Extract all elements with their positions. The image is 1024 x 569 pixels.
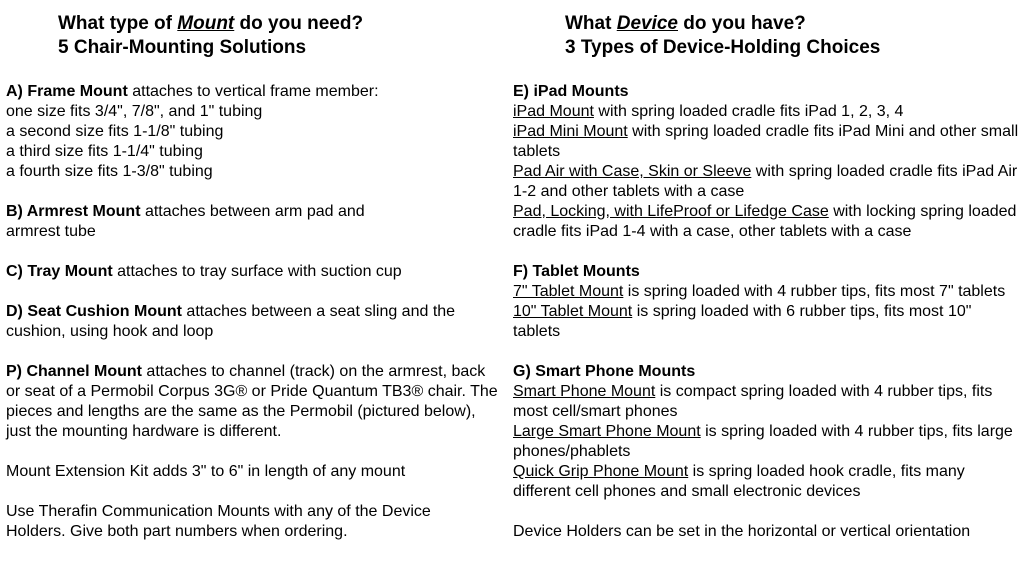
ipad-item — [513, 122, 1019, 162]
device-heading — [513, 12, 1019, 36]
tablet-7-mount-link[interactable]: 7" Tablet Mount — [513, 283, 624, 300]
ipad-item — [513, 102, 1019, 122]
heading-text: do you have? — [678, 13, 806, 34]
extension-kit-note: Mount Extension Kit adds 3" to 6" in length of any mount — [6, 463, 406, 480]
heading-text: What — [565, 13, 617, 34]
tray-mount-section — [6, 262, 506, 282]
large-smart-phone-mount-link[interactable]: Large Smart Phone Mount — [513, 423, 701, 440]
section-title: A) Frame Mount — [6, 83, 128, 100]
phone-mounts-section — [513, 362, 1019, 502]
heading-text: What type of — [58, 13, 178, 34]
section-title: B) Armrest Mount — [6, 203, 141, 220]
device-subheading: 3 Types of Device-Holding Choices — [565, 37, 881, 58]
mount-subheading: 5 Chair-Mounting Solutions — [58, 37, 307, 58]
phone-item — [513, 422, 1019, 462]
ipad-air-case-link[interactable]: Pad Air with Case, Skin or Sleeve — [513, 163, 752, 180]
item-desc: is compact spring loaded with 4 rubber tips, fits most cell/smart phones — [513, 383, 993, 420]
item-desc: is spring loaded hook cradle, fits many different cell phones and small electronic devices — [513, 463, 965, 500]
section-desc: attaches to channel (track) on the armrest, back or seat of a Permobil Corpus 3G® or Pride Quantum TB3® chair. The pieces and lengths are the same as the Permobil (pictured below), just the mounting hardware is different. — [6, 363, 498, 440]
heading-emphasis: Mount — [177, 13, 235, 34]
size-line: a second size fits 1-1/8" tubing — [6, 123, 224, 140]
section-title: F) Tablet Mounts — [513, 263, 640, 280]
item-desc: is spring loaded with 4 rubber tips, fits large phones/phablets — [513, 423, 1013, 460]
item-desc: with spring loaded cradle fits iPad 1, 2, 3, 4 — [593, 103, 904, 120]
ipad-mini-mount-link[interactable]: iPad Mini Mount — [513, 123, 628, 140]
device-list — [513, 82, 1019, 542]
tablet-10-mount-link[interactable]: 10" Tablet Mount — [513, 303, 633, 320]
heading-emphasis: Device — [616, 13, 678, 34]
item-desc: with locking spring loaded cradle fits iPad 1-4 with a case, other tablets with a case — [513, 203, 1017, 240]
mount-heading — [6, 12, 506, 36]
tablet-item — [513, 302, 1019, 342]
tablet-item — [513, 282, 1019, 302]
mount-column — [6, 0, 506, 562]
item-desc: is spring loaded with 6 rubber tips, fits most 10" tablets — [513, 303, 972, 340]
section-desc: attaches between a seat sling and the cushion, using hook and loop — [6, 303, 456, 340]
armrest-mount-section — [6, 202, 406, 242]
item-desc: with spring loaded cradle fits iPad Mini and other small tablets — [513, 123, 1019, 160]
ipad-mount-link[interactable]: iPad Mount — [513, 103, 594, 120]
section-title: G) Smart Phone Mounts — [513, 363, 696, 380]
ipad-locking-link[interactable]: Pad, Locking, with LifeProof or Lifedge Case — [513, 203, 829, 220]
frame-mount-section — [6, 82, 506, 182]
quick-grip-phone-mount-link[interactable]: Quick Grip Phone Mount — [513, 463, 689, 480]
section-title: C) Tray Mount — [6, 263, 113, 280]
section-desc: attaches between arm pad and armrest tube — [6, 203, 365, 240]
device-heading-block — [513, 0, 1019, 60]
size-line: one size fits 3/4", 7/8", and 1" tubing — [6, 103, 263, 120]
device-column — [513, 0, 1019, 562]
size-line: a third size fits 1-1/4" tubing — [6, 143, 203, 160]
channel-mount-section — [6, 362, 502, 442]
mount-heading-block — [6, 0, 506, 60]
section-desc: attaches to vertical frame member: — [127, 83, 379, 100]
tablet-mounts-section — [513, 262, 1019, 342]
section-title: E) iPad Mounts — [513, 83, 629, 100]
item-desc: with spring loaded cradle fits iPad Air 1-2 and other tablets with a case — [513, 163, 1018, 200]
section-title: D) Seat Cushion Mount — [6, 303, 182, 320]
section-title: P) Channel Mount — [6, 363, 142, 380]
ipad-item — [513, 162, 1019, 202]
ipad-mounts-section — [513, 82, 1019, 242]
phone-item — [513, 382, 1019, 422]
therafin-note: Use Therafin Communication Mounts with any of the Device Holders. Give both part numbers when ordering. — [6, 503, 431, 540]
ipad-item — [513, 202, 1019, 242]
smart-phone-mount-link[interactable]: Smart Phone Mount — [513, 383, 656, 400]
size-line: a fourth size fits 1-3/8" tubing — [6, 163, 213, 180]
heading-text: do you need? — [234, 13, 364, 34]
section-desc: attaches to tray surface with suction cup — [112, 263, 402, 280]
phone-item — [513, 462, 1019, 502]
orientation-note: Device Holders can be set in the horizontal or vertical orientation — [513, 523, 971, 540]
item-desc: is spring loaded with 4 rubber tips, fits most 7" tablets — [623, 283, 1006, 300]
seat-cushion-mount-section — [6, 302, 506, 342]
mount-list — [6, 82, 506, 542]
